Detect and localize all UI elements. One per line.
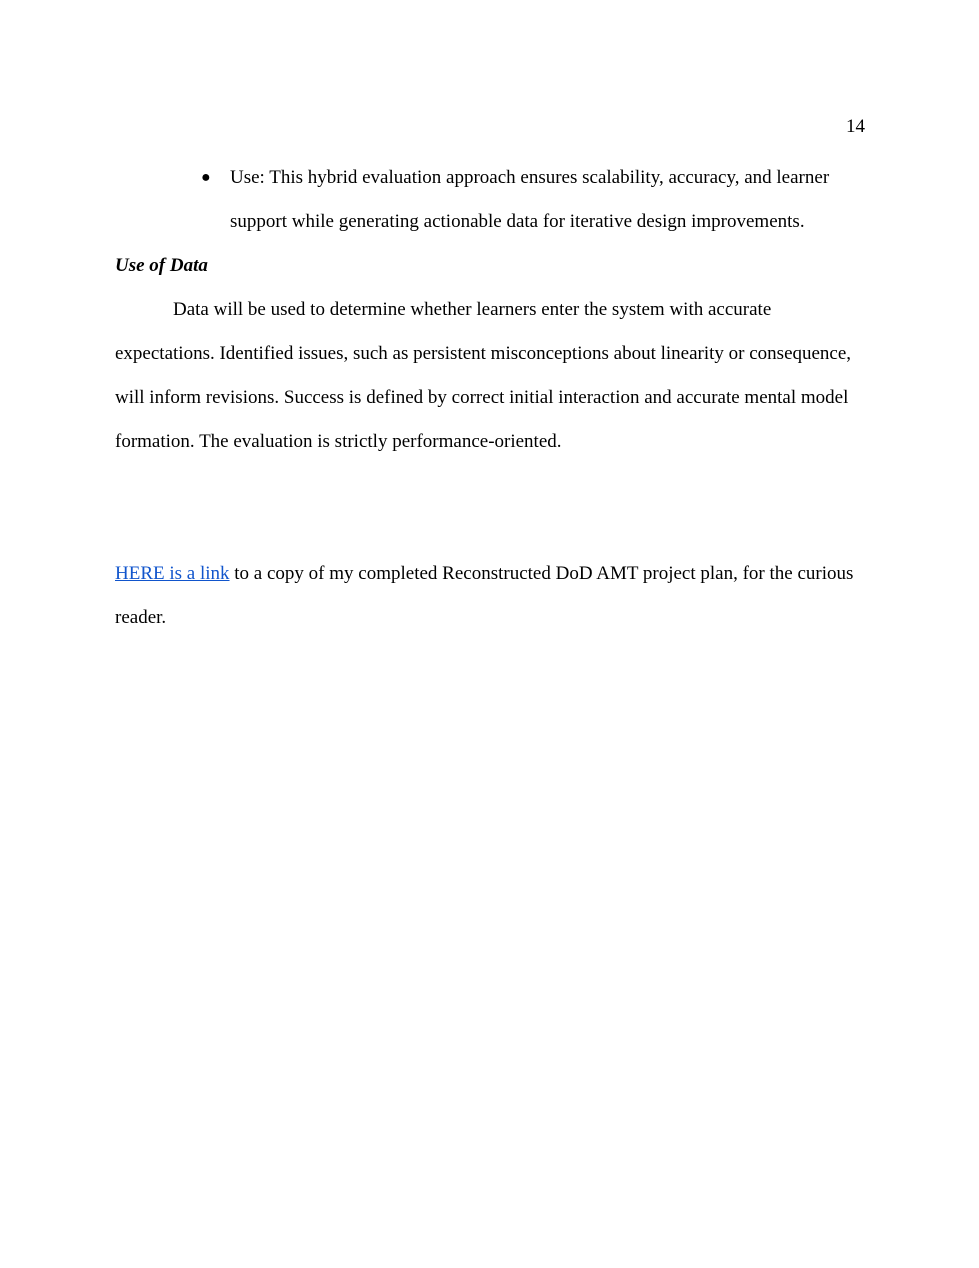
section-heading: Use of Data (115, 255, 208, 276)
bullet-list (115, 156, 865, 244)
page-content (115, 156, 865, 640)
closing-paragraph (115, 552, 865, 640)
page-number: 14 (846, 116, 865, 137)
blank-space (115, 464, 865, 552)
body-paragraph: Data will be used to determine whether learners enter the system with accurate expectations. Identified issues, such as persistent misconceptions about linearity or consequence, will inform revisions. Success is defined by correct initial interaction and accurate mental model formation. The evaluation is strictly performance-oriented. (115, 299, 852, 452)
closing-text: to a copy of my completed Reconstructed DoD AMT project plan, for the curious reader. (115, 563, 854, 628)
list-item (115, 156, 865, 244)
project-plan-link[interactable]: HERE is a link (115, 563, 230, 584)
bullet-icon: ● (201, 169, 211, 186)
bullet-text: Use: This hybrid evaluation approach ensures scalability, accuracy, and learner support while generating actionable data for iterative design improvements. (230, 167, 830, 232)
